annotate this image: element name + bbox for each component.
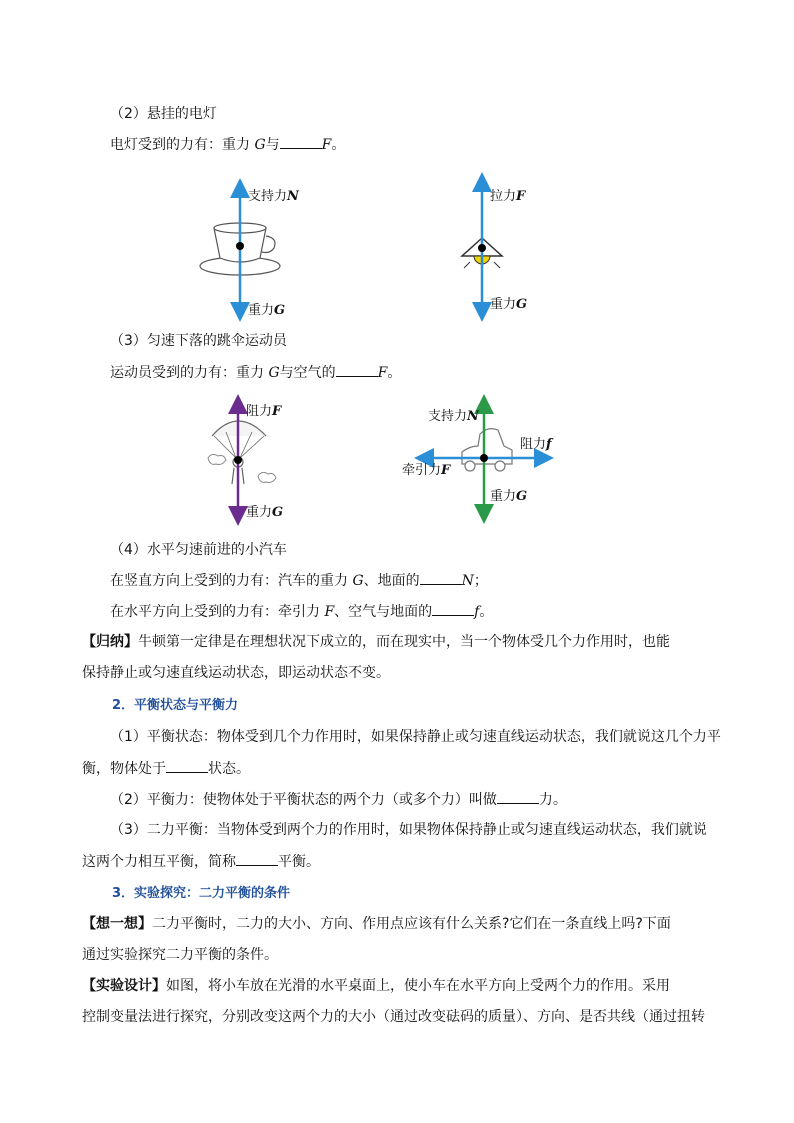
- car-center-point: [480, 454, 488, 462]
- text: 牛顿第一定律是在理想状况下成立的，而在现实中，当一个物体受几个力作用时，也能: [138, 634, 670, 650]
- text: （3）匀速下落的跳伞运动员: [110, 333, 287, 349]
- text: （3）二力平衡：当物体受到两个力的作用时，如果物体保持静止或匀速直线运动状态，我们就说: [110, 822, 707, 838]
- car-diagram: [402, 404, 554, 514]
- text: 在竖直方向上受到的力有：汽车的重力: [110, 573, 353, 589]
- lamp-top-label: 拉力F: [490, 189, 526, 204]
- parachute-diagram: [208, 403, 283, 520]
- cup-bottom-label: 重力G: [248, 303, 286, 318]
- text: 。: [387, 365, 402, 381]
- cup-center-point: [236, 242, 244, 250]
- symbol-G: G: [254, 137, 266, 153]
- text: 平衡。: [278, 854, 320, 870]
- text: 衡，物体处于: [82, 761, 166, 777]
- symbol-G: G: [268, 365, 280, 381]
- lamp-center-point: [478, 244, 486, 252]
- parachute-bottom-label: 重力G: [246, 505, 284, 520]
- text: 控制变量法进行探究，分别改变这两个力的大小（通过改变砝码的质量）、方向、是否共线（通过扭转: [82, 1009, 705, 1025]
- cloud-left-shape: [208, 454, 226, 464]
- text: 二力平衡时，二力的大小、方向、作用点应该有什么关系?它们在一条直线上吗?下面: [152, 916, 671, 932]
- parachute-center-point: [234, 456, 242, 464]
- lamp-diagram: [462, 182, 527, 312]
- text: 状态。: [208, 761, 250, 777]
- car-right-label: 阻力f: [520, 437, 552, 452]
- text: 与空气的: [279, 365, 336, 381]
- teacup-diagram: [200, 188, 300, 318]
- text: 通过实验探究二力平衡的条件。: [82, 947, 278, 963]
- text: ；: [473, 573, 488, 589]
- cup-top-label: 支持力N: [248, 189, 299, 204]
- car-bottom-label: 重力G: [490, 489, 528, 504]
- think-tag: 【想一想】: [82, 916, 152, 932]
- design-tag: 【实验设计】: [82, 978, 166, 994]
- text: （2）平衡力：使物体处于平衡状态的两个力（或多个力）叫做: [110, 792, 497, 808]
- symbol-F: F: [377, 365, 388, 381]
- symbol-F: F: [324, 604, 335, 620]
- car-wheel-rear: [495, 461, 505, 471]
- symbol-G: G: [352, 573, 364, 589]
- cloud-right-shape: [258, 472, 276, 482]
- text: 这两个力相互平衡，简称: [82, 854, 236, 870]
- text: 。: [479, 604, 494, 620]
- text: （1）平衡状态：物体受到几个力作用时，如果保持静止或匀速直线运动状态，我们就说这几个力平: [110, 729, 721, 745]
- text: （4）水平匀速前进的小汽车: [110, 542, 287, 558]
- text: 电灯受到的力有：重力: [110, 137, 255, 153]
- heading-text: 2．平衡状态与平衡力: [112, 698, 239, 713]
- lamp-title-text: （2）悬挂的电灯: [110, 106, 217, 122]
- text: 在水平方向上受到的力有：牵引力: [110, 604, 325, 620]
- text: 。: [331, 137, 346, 153]
- summary-tag: 【归纳】: [82, 634, 138, 650]
- parachute-top-label: 阻力F: [246, 404, 282, 419]
- text: 、空气与地面的: [334, 604, 433, 620]
- text: 力。: [538, 792, 567, 808]
- lamp-bottom-label: 重力G: [490, 297, 528, 312]
- text: 保持静止或匀速直线运动状态，即运动状态不变。: [82, 665, 390, 681]
- symbol-F: F: [321, 137, 332, 153]
- heading-text: 3．实验探究：二力平衡的条件: [112, 886, 291, 901]
- text: 、地面的: [363, 573, 420, 589]
- car-top-label: 支持力N: [428, 409, 479, 424]
- text: 运动员受到的力有：重力: [110, 365, 269, 381]
- symbol-f: f: [474, 604, 480, 620]
- text: 如图，将小车放在光滑的水平桌面上，使小车在水平方向上受两个力的作用。采用: [166, 978, 670, 994]
- car-wheel-front: [465, 461, 475, 471]
- text: 与: [265, 137, 280, 153]
- symbol-N: N: [461, 573, 474, 589]
- car-left-label: 牵引力F: [402, 463, 451, 478]
